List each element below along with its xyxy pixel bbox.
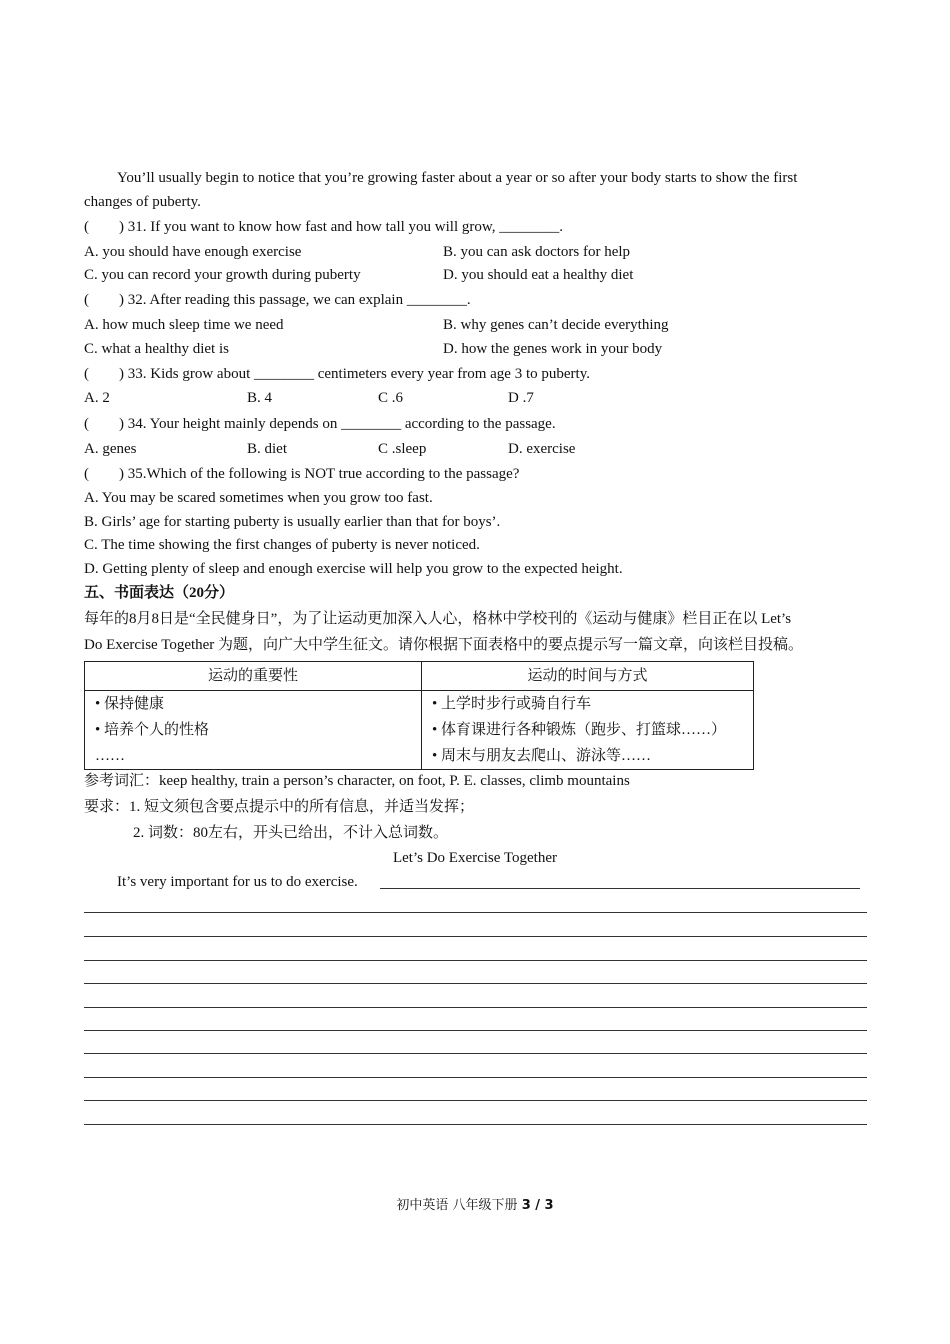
- question-35-stem: ( ) 35.Which of the following is NOT true according to the passage?: [84, 466, 520, 482]
- q35-option-c: C. The time showing the first changes of puberty is never noticed.: [84, 537, 480, 553]
- q33-option-d: D .7: [508, 390, 534, 406]
- q31-option-a: A. you should have enough exercise: [84, 244, 302, 260]
- q33-option-a: A. 2: [84, 390, 110, 406]
- q31-option-d: D. you should eat a healthy diet: [443, 267, 634, 283]
- prompt-line-2: Do Exercise Together 为题，向广大中学生征文。请你根据下面表格中的要点提示写一篇文章，向该栏目投稿。: [84, 637, 804, 653]
- q33-option-c: C .6: [378, 390, 404, 406]
- table-header-time-method: 运动的时间与方式: [422, 662, 754, 691]
- q31-option-b: B. you can ask doctors for help: [443, 244, 631, 260]
- importance-item: ……: [95, 748, 125, 764]
- essay-title: Let’s Do Exercise Together: [392, 850, 558, 866]
- page-number: 3 / 3: [521, 1198, 554, 1213]
- q32-option-a: A. how much sleep time we need: [84, 317, 284, 333]
- intro-line-2: changes of puberty.: [84, 194, 201, 210]
- table-header-importance: 运动的重要性: [85, 662, 422, 691]
- answer-line: [84, 912, 867, 913]
- question-33-stem: ( ) 33. Kids grow about ________ centimeters every year from age 3 to puberty.: [84, 366, 590, 382]
- section-heading-suffix: 分）: [204, 585, 235, 601]
- intro-line-1: You’ll usually begin to notice that you’re growing faster about a year or so after your body starts to show the first: [117, 170, 798, 186]
- question-34-stem: ( ) 34. Your height mainly depends on ________ according to the passage.: [84, 416, 556, 432]
- vocab-reference: 参考词汇：keep healthy, train a person’s character, on foot, P. E. classes, climb mountains: [84, 773, 630, 789]
- prompt-line-1: 每年的8月8日是“全民健身日”，为了让运动更加深入人心，格林中学校刊的《运动与健康》栏目正在以 Let’s: [84, 611, 792, 627]
- q35-option-b: B. Girls’ age for starting puberty is usually earlier than that for boys’.: [84, 514, 501, 530]
- importance-item: • 培养个人的性格: [95, 722, 210, 738]
- answer-line: [84, 1007, 867, 1008]
- q34-option-c: C .sleep: [378, 441, 427, 457]
- q34-option-b: B. diet: [247, 441, 287, 457]
- answer-line: [84, 1077, 867, 1078]
- footer-text: 初中英语 八年级下册: [396, 1198, 522, 1213]
- requirement-2: 2. 词数：80左右，开头已给出，不计入总词数。: [133, 825, 449, 841]
- importance-item: • 保持健康: [95, 696, 165, 712]
- answer-line-first: [380, 888, 860, 889]
- answer-line: [84, 936, 867, 937]
- q32-option-d: D. how the genes work in your body: [443, 341, 663, 357]
- time-method-item: • 体育课进行各种锻炼（跑步、打篮球……）: [432, 722, 727, 738]
- time-method-item: • 上学时步行或骑自行车: [432, 696, 592, 712]
- table-cell-time-method: [422, 691, 754, 770]
- q31-option-c: C. you can record your growth during puberty: [84, 267, 361, 283]
- answer-line: [84, 1053, 867, 1054]
- q35-option-d: D. Getting plenty of sleep and enough exercise will help you grow to the expected height.: [84, 561, 623, 577]
- answer-line: [84, 983, 867, 984]
- essay-opening: It’s very important for us to do exercise.: [117, 874, 358, 890]
- q33-option-b: B. 4: [247, 390, 273, 406]
- answer-line: [84, 960, 867, 961]
- answer-line: [84, 1124, 867, 1125]
- answer-line: [84, 1030, 867, 1031]
- time-method-item: • 周末与朋友去爬山、游泳等……: [432, 748, 652, 764]
- section-heading: [84, 586, 234, 601]
- q34-option-a: A. genes: [84, 441, 137, 457]
- section-heading-label: 五、书面表达（: [84, 585, 190, 601]
- table-cell-importance: [85, 691, 422, 770]
- page-footer: [0, 1199, 950, 1212]
- answer-line: [84, 1100, 867, 1101]
- q34-option-d: D. exercise: [508, 441, 576, 457]
- q32-option-b: B. why genes can’t decide everything: [443, 317, 669, 333]
- requirement-1: 要求：1. 短文须包含要点提示中的所有信息，并适当发挥；: [84, 799, 475, 815]
- q35-option-a: A. You may be scared sometimes when you grow too fast.: [84, 490, 433, 506]
- section-heading-points: 20: [189, 585, 205, 601]
- q32-option-c: C. what a healthy diet is: [84, 341, 229, 357]
- question-32-stem: ( ) 32. After reading this passage, we can explain ________.: [84, 292, 471, 308]
- question-31-stem: ( ) 31. If you want to know how fast and how tall you will grow, ________.: [84, 219, 563, 235]
- points-table: [84, 661, 754, 770]
